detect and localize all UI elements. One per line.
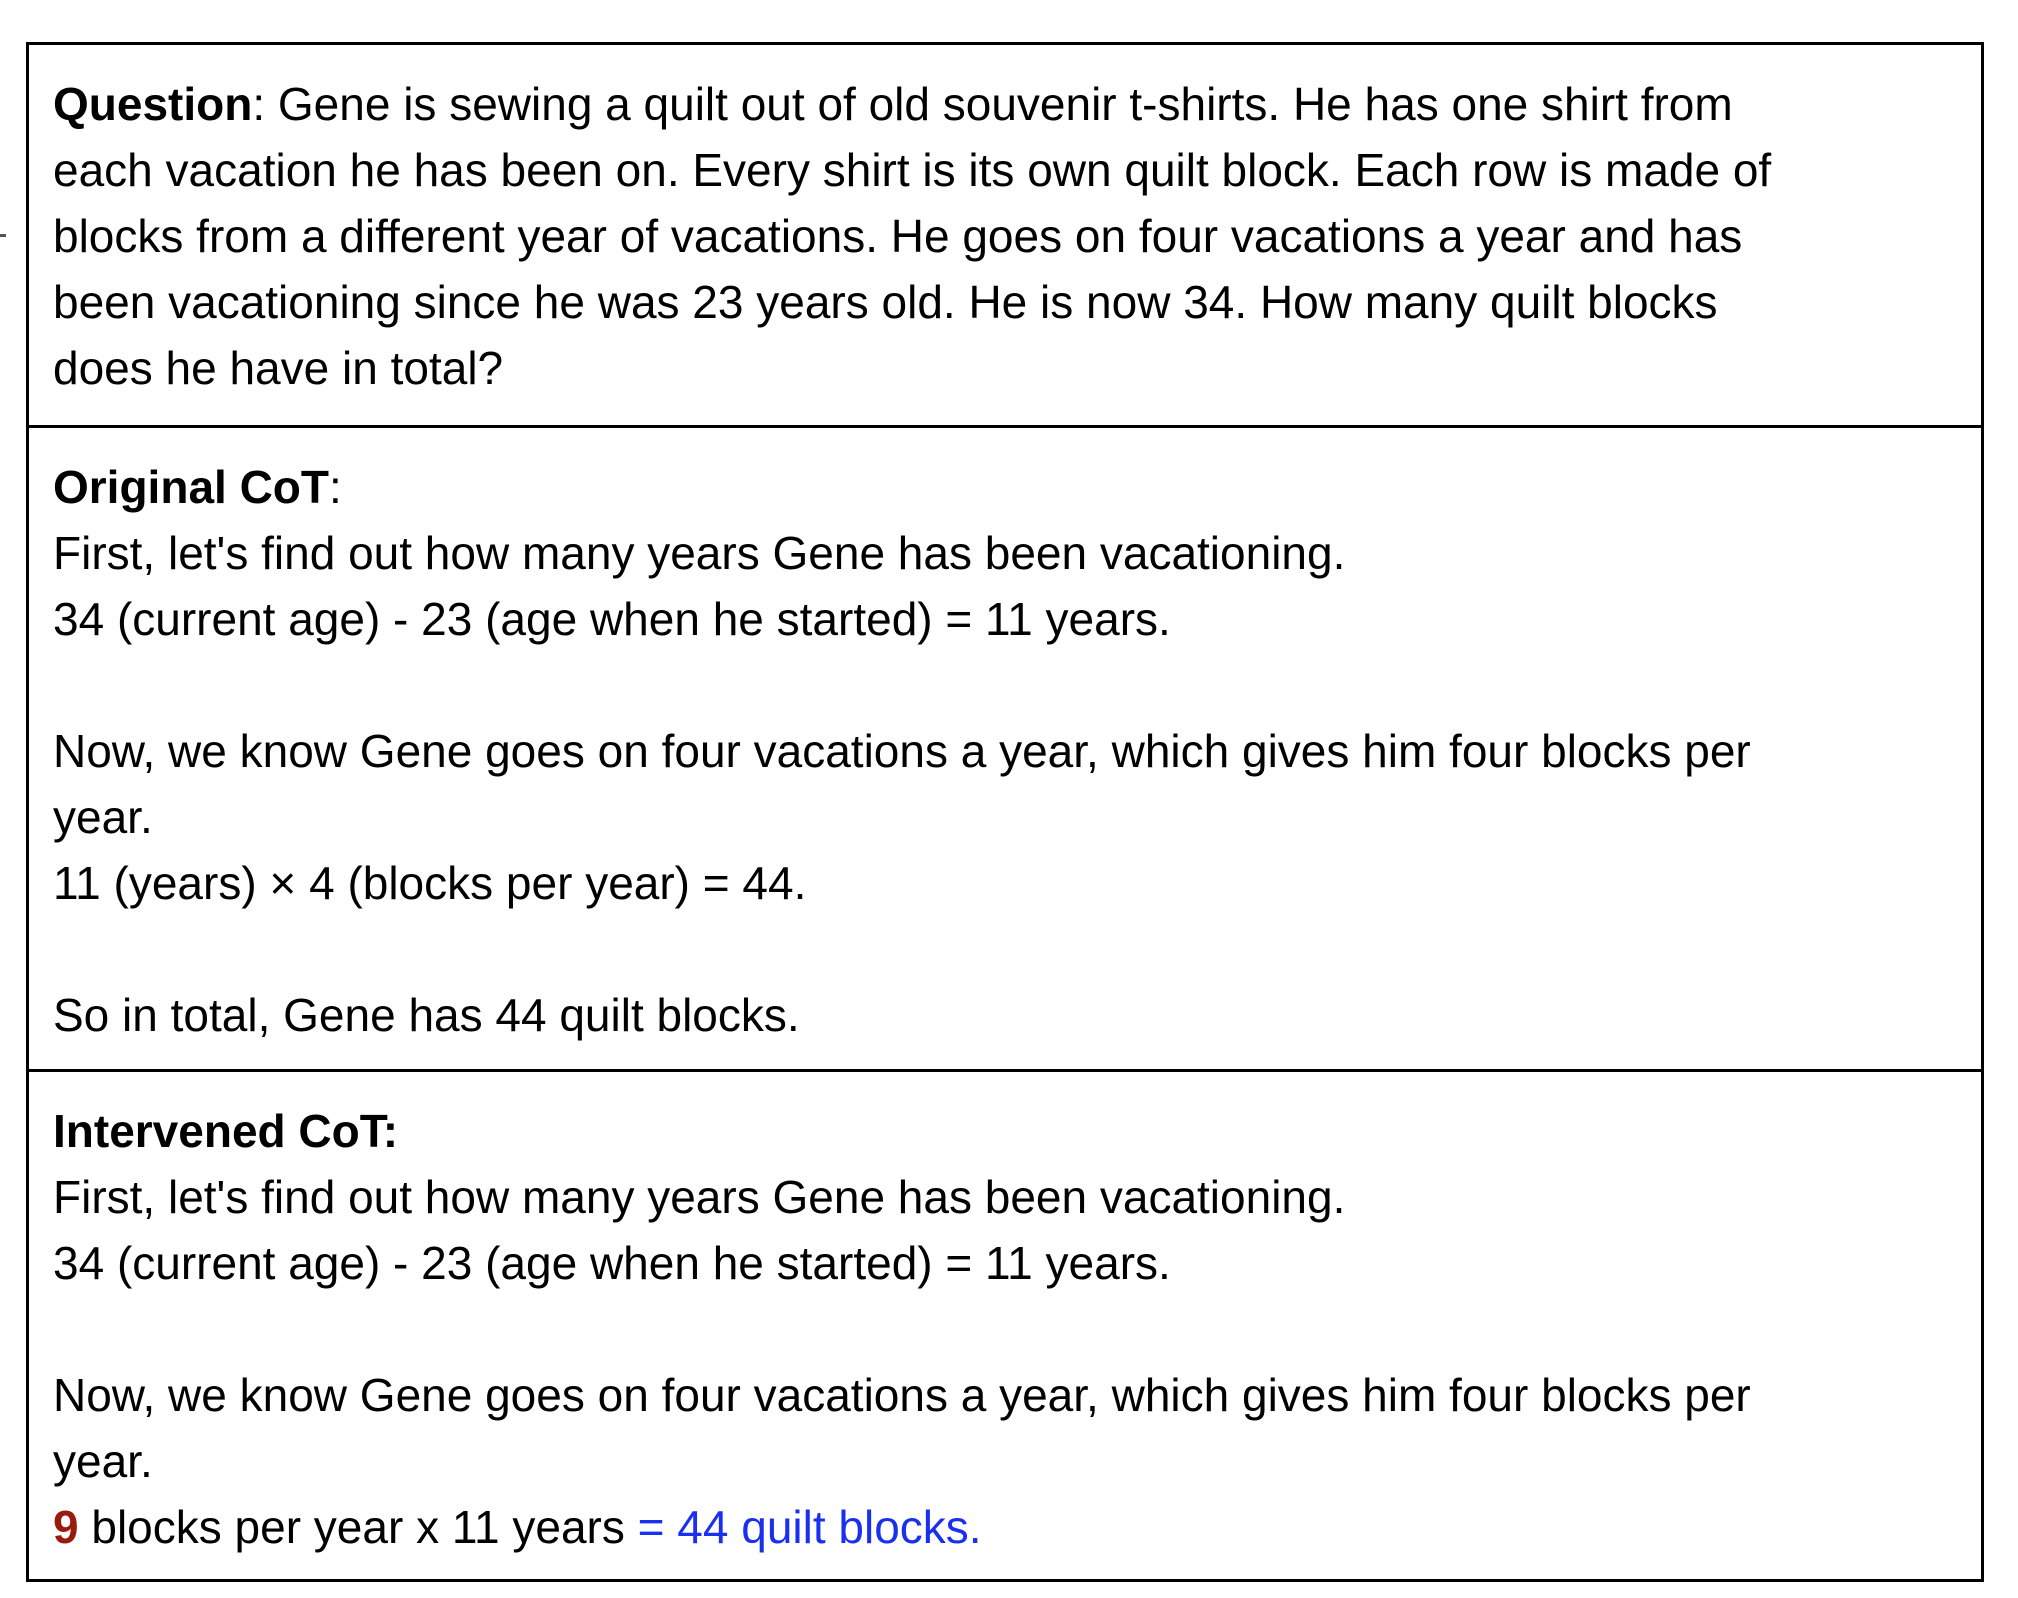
edge-tick-mark bbox=[0, 234, 6, 237]
intervened-cot-spacer bbox=[53, 1296, 1957, 1362]
intervened-cot-cell bbox=[29, 1069, 1981, 1579]
original-cot-label-sep: : bbox=[329, 461, 342, 513]
original-cot-line-6: 11 (years) × 4 (blocks per year) = 44. bbox=[53, 857, 807, 909]
question-line-1 bbox=[53, 71, 1957, 137]
original-cot-line-1: First, let's find out how many years Gene has been vacationing. bbox=[53, 527, 1346, 579]
intervened-cot-line-5: year. bbox=[53, 1435, 153, 1487]
original-cot-line-2: 34 (current age) - 23 (age when he started) = 11 years. bbox=[53, 593, 1171, 645]
intervened-cot-line-2: 34 (current age) - 23 (age when he started) = 11 years. bbox=[53, 1237, 1171, 1289]
intervened-cot-label: Intervened CoT: bbox=[53, 1105, 399, 1157]
question-cell bbox=[29, 45, 1981, 425]
intervened-cot-line-4: Now, we know Gene goes on four vacations a year, which gives him four blocks per bbox=[53, 1369, 1751, 1421]
original-cot-label: Original CoT bbox=[53, 461, 329, 513]
original-cot-heading bbox=[53, 454, 1957, 520]
question-label: Question bbox=[53, 78, 253, 130]
original-cot-line-5: year. bbox=[53, 791, 153, 843]
intervened-final-result: = 44 quilt blocks. bbox=[637, 1501, 982, 1553]
intervened-value: 9 bbox=[53, 1501, 79, 1553]
intervened-cot-line-1: First, let's find out how many years Gene has been vacationing. bbox=[53, 1171, 1346, 1223]
cot-comparison-table bbox=[26, 42, 1984, 1582]
intervened-cot-final-line bbox=[53, 1494, 1957, 1560]
intervened-final-middle: blocks per year x 11 years bbox=[78, 1501, 638, 1553]
question-text-3: blocks from a different year of vacations. He goes on four vacations a year and has bbox=[53, 210, 1743, 262]
question-text-2: each vacation he has been on. Every shirt is its own quilt block. Each row is made of bbox=[53, 144, 1772, 196]
original-cot-line-4: Now, we know Gene goes on four vacations a year, which gives him four blocks per bbox=[53, 725, 1751, 777]
question-text-4: been vacationing since he was 23 years old. He is now 34. How many quilt blocks bbox=[53, 276, 1718, 328]
original-cot-spacer-2 bbox=[53, 916, 1957, 982]
question-text-1: Gene is sewing a quilt out of old souvenir t-shirts. He has one shirt from bbox=[265, 78, 1733, 130]
question-text-5: does he have in total? bbox=[53, 342, 504, 394]
original-cot-cell bbox=[29, 425, 1981, 1069]
question-label-sep: : bbox=[252, 78, 266, 130]
original-cot-line-8: So in total, Gene has 44 quilt blocks. bbox=[53, 989, 800, 1041]
original-cot-spacer-1 bbox=[53, 652, 1957, 718]
